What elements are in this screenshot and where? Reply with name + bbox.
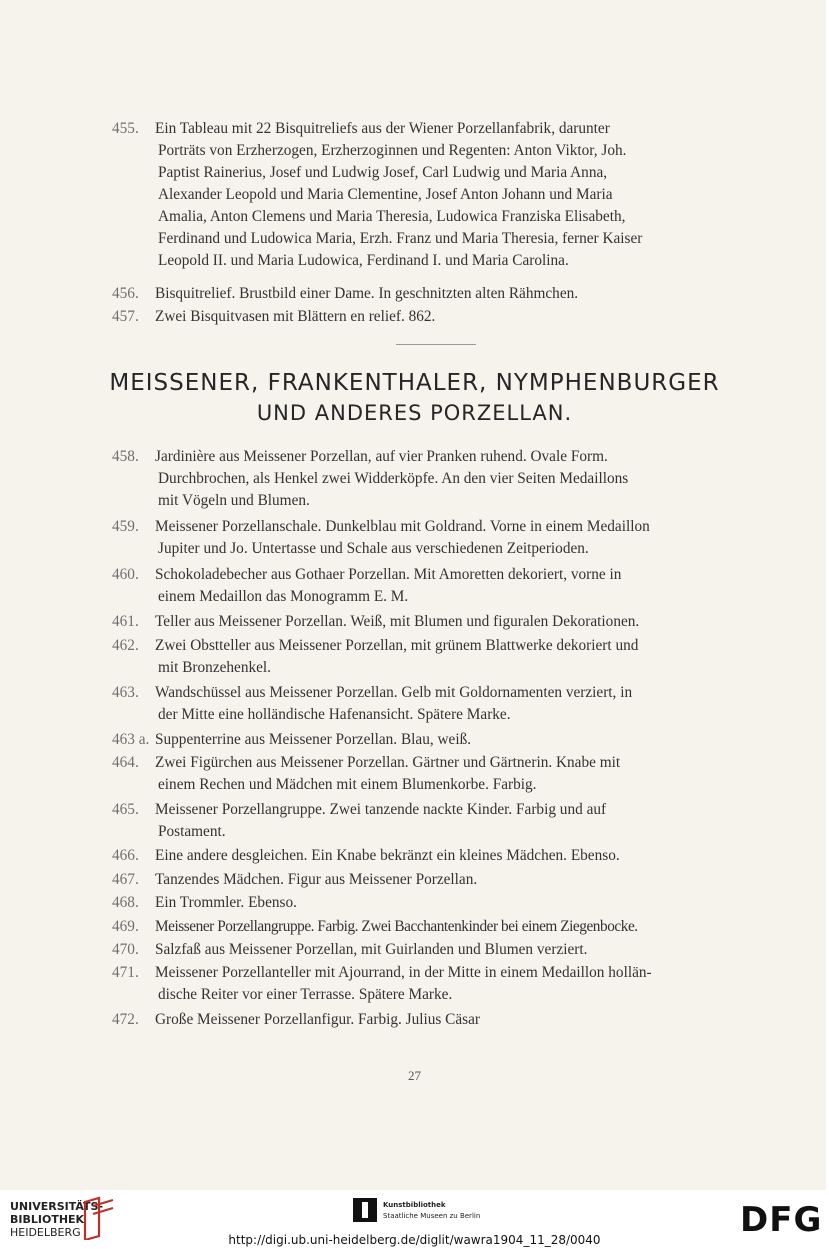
catalog-entry-470 (112, 939, 760, 961)
entry-number: 470. (112, 941, 139, 958)
catalog-entry-469 (112, 916, 760, 938)
entry-line: Alexander Leopold und Maria Clementine, Josef Anton Johann und Maria (158, 186, 613, 203)
entry-line: Ferdinand und Ludowica Maria, Erzh. Franz und Maria Theresia, ferner Kaiser (158, 230, 643, 247)
entry-line: Zwei Figürchen aus Meissener Porzellan. Gärtner und Gärtnerin. Knabe mit (155, 754, 621, 771)
entry-line: Porträts von Erzherzogen, Erzherzoginnen und Regenten: Anton Viktor, Joh. (158, 142, 627, 159)
dfg-logo: DFG (740, 1200, 823, 1240)
entry-line: Schokoladebecher aus Gothaer Porzellan. Mit Amoretten dekoriert, vorne in (155, 566, 622, 583)
entry-line: Paptist Rainerius, Josef und Ludwig Josef, Carl Ludwig und Maria Anna, (158, 164, 608, 181)
entry-number: 460. (112, 566, 139, 583)
entry-line: Meissener Porzellanteller mit Ajourrand, in der Mitte in einem Medaillon hollän- (155, 964, 652, 981)
section-heading-line1: MEISSENER, FRANKENTHALER, NYMPHENBURGER (109, 370, 720, 396)
kunstbibliothek-label (383, 1200, 480, 1222)
entry-line: Ein Trommler. Ebenso. (155, 894, 297, 911)
catalog-entry-456 (112, 283, 760, 305)
entry-line: Meissener Porzellangruppe. Zwei tanzende nackte Kinder. Farbig und auf (155, 801, 607, 818)
entry-line: Durchbrochen, als Henkel zwei Widderköpfe. An den vier Seiten Medaillons (158, 470, 629, 487)
entry-line: Suppenterrine aus Meissener Porzellan. Blau, weiß. (155, 731, 472, 748)
entry-number: 458. (112, 448, 139, 465)
entry-number: 456. (112, 285, 139, 302)
entry-number: 471. (112, 964, 139, 981)
catalog-entry-472 (112, 1009, 760, 1031)
section-divider (396, 344, 476, 345)
uni-line-2: BIBLIOTHEK (10, 1213, 85, 1226)
catalog-entry-466 (112, 845, 760, 867)
entry-number: 465. (112, 801, 139, 818)
entry-number: 467. (112, 871, 139, 888)
entry-line: einem Rechen und Mädchen mit einem Blumenkorbe. Farbig. (158, 776, 537, 793)
entry-line: Ein Tableau mit 22 Bisquitreliefs aus der Wiener Porzellanfabrik, darunter (155, 120, 610, 137)
entry-line: Eine andere desgleichen. Ein Knabe bekränzt ein kleines Mädchen. Ebenso. (155, 847, 620, 864)
entry-line: dische Reiter vor einer Terrasse. Spätere Marke. (158, 986, 453, 1003)
catalog-entry-460 (112, 564, 760, 608)
kunstbibliothek-logo-icon (353, 1198, 377, 1226)
entry-line: der Mitte eine holländische Hafenansicht. Spätere Marke. (158, 706, 511, 723)
entry-line: Wandschüssel aus Meissener Porzellan. Gelb mit Goldornamenten verziert, in (155, 684, 633, 701)
catalog-entry-463 (112, 682, 760, 726)
permalink-url[interactable]: http://digi.ub.uni-heidelberg.de/diglit/wawra1904_11_28/0040 (228, 1233, 601, 1247)
kb-line-1: Kunstbibliothek (383, 1201, 446, 1209)
entry-number: 472. (112, 1011, 139, 1028)
catalog-entry-468 (112, 892, 760, 914)
entry-number: 468. (112, 894, 139, 911)
catalog-entry-471 (112, 962, 760, 1006)
entry-number: 459. (112, 518, 139, 535)
entry-line: Amalia, Anton Clemens und Maria Theresia, Ludowica Franziska Elisabeth, (158, 208, 626, 225)
catalog-entry-461 (112, 611, 760, 633)
entry-line: Jupiter und Jo. Untertasse und Schale aus verschiedenen Zeitperioden. (158, 540, 589, 557)
entry-line: einem Medaillon das Monogramm E. M. (158, 588, 409, 605)
entry-number: 462. (112, 637, 139, 654)
catalog-entry-464 (112, 752, 760, 796)
entry-line: Salzfaß aus Meissener Porzellan, mit Guirlanden und Blumen verziert. (155, 941, 588, 958)
entry-number: 461. (112, 613, 139, 630)
catalog-entry-463a (112, 729, 760, 751)
entry-line: Zwei Obstteller aus Meissener Porzellan, mit grünem Blattwerke dekoriert und (155, 637, 639, 654)
page-number: 27 (408, 1068, 421, 1083)
entry-line: Tanzendes Mädchen. Figur aus Meissener Porzellan. (155, 871, 478, 888)
entry-line: Zwei Bisquitvasen mit Blättern en relief. 862. (155, 308, 436, 325)
entry-line: mit Bronzehenkel. (158, 659, 271, 676)
entry-line: Große Meissener Porzellanfigur. Farbig. Julius Cäsar (155, 1011, 480, 1028)
catalog-entry-458 (112, 446, 760, 512)
catalog-entry-457 (112, 306, 760, 328)
catalog-entry-459 (112, 516, 760, 560)
entry-number: 464. (112, 754, 139, 771)
uni-line-1: UNIVERSITÄTS- (10, 1200, 104, 1213)
entry-line: Jardinière aus Meissener Porzellan, auf vier Pranken ruhend. Ovale Form. (155, 448, 608, 465)
uni-line-3: HEIDELBERG (10, 1226, 81, 1239)
catalog-entry-462 (112, 635, 760, 679)
entry-line: Meissener Porzellanschale. Dunkelblau mit Goldrand. Vorne in einem Medaillon (155, 518, 650, 535)
entry-line: Bisquitrelief. Brustbild einer Dame. In geschnitzten alten Rähmchen. (155, 285, 579, 302)
entry-number: 469. (112, 918, 139, 935)
entry-line: Meissener Porzellangruppe. Farbig. Zwei Bacchantenkinder bei einem Ziegenbocke. (155, 918, 638, 935)
entry-number: 457. (112, 308, 139, 325)
entry-number: 463 a. (112, 731, 150, 748)
entry-line: Leopold II. und Maria Ludowica, Ferdinand I. und Maria Carolina. (158, 252, 569, 269)
entry-number: 463. (112, 684, 139, 701)
catalog-entry-455 (112, 118, 760, 272)
entry-number: 455. (112, 120, 139, 137)
kb-line-2: Staatliche Museen zu Berlin (383, 1212, 481, 1220)
entry-number: 466. (112, 847, 139, 864)
entry-line: mit Vögeln und Blumen. (158, 492, 310, 509)
entry-line: Postament. (158, 823, 226, 840)
section-heading-line2: UND ANDERES PORZELLAN. (256, 401, 573, 425)
entry-line: Teller aus Meissener Porzellan. Weiß, mit Blumen und figuralen Dekorationen. (155, 613, 640, 630)
catalog-entry-467 (112, 869, 760, 891)
catalog-entry-465 (112, 799, 760, 843)
